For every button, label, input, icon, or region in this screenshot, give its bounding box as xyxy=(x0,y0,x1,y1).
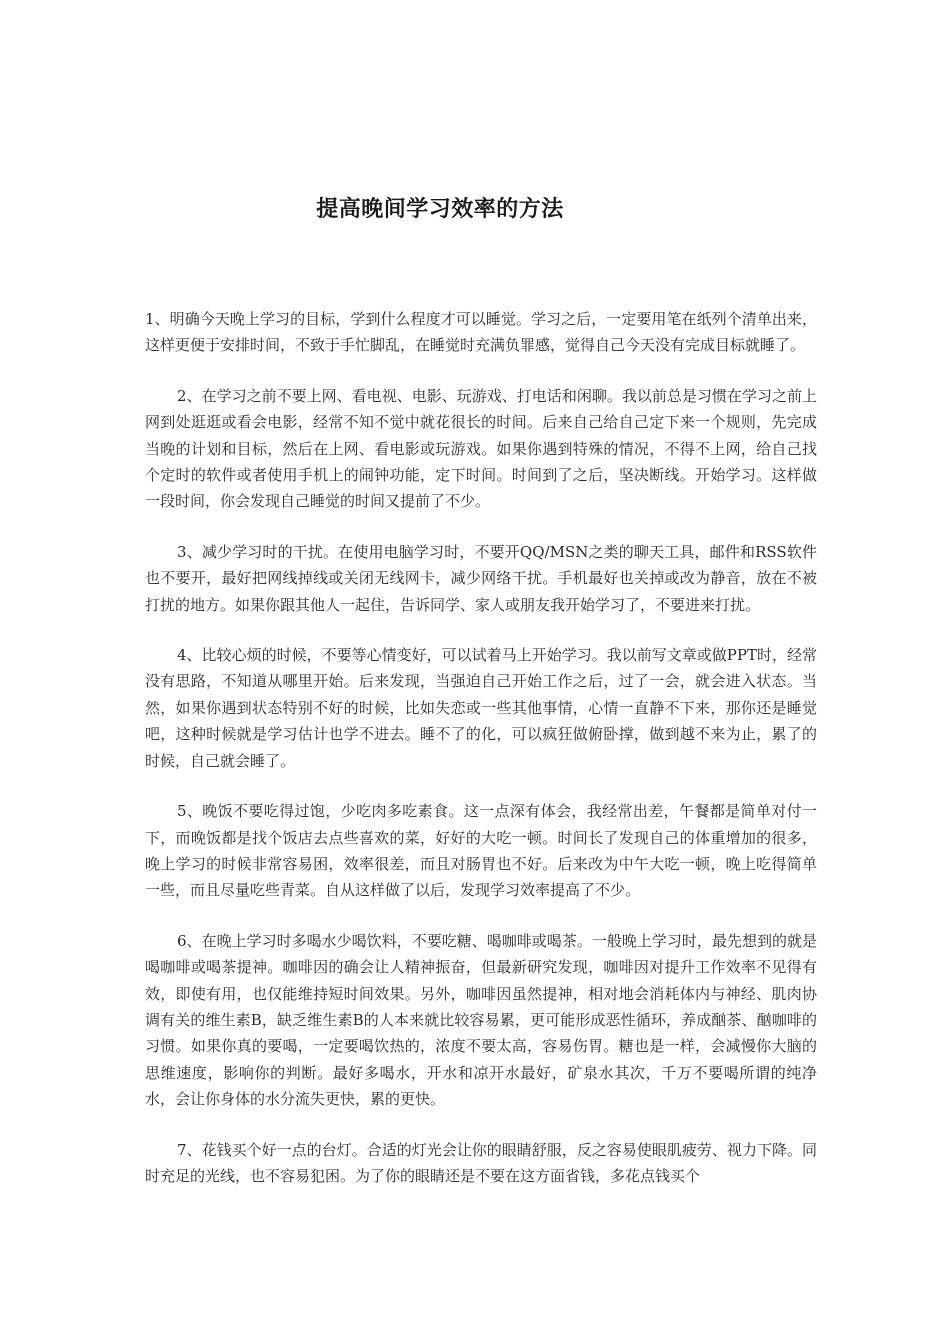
paragraph-6: 6、在晚上学习时多喝水少喝饮料，不要吃糖、喝咖啡或喝茶。一般晚上学习时，最先想到的就是喝咖啡或喝茶提神。咖啡因的确会让人精神振奋，但最新研究发现，咖啡因对提升工作效率不见得有效，即使有用，也仅能维持短时间效果。另外，咖啡因虽然提神，相对地会消耗体内与神经、肌肉协调有关的维生素B，缺乏维生素B的人本来就比较容易累，更可能形成恶性循环，养成酗茶、酗咖啡的习惯。如果你真的要喝，一定要喝饮热的，浓度不要太高，容易伤胃。糖也是一样，会减慢你大脑的思维速度，影响你的判断。最好多喝水，开水和凉开水最好，矿泉水其次，千万不要喝所谓的纯净水，会让你身体的水分流失更快，累的更快。 xyxy=(145,931,817,1109)
paragraph-3: 3、减少学习时的干扰。在使用电脑学习时，不要开QQ/MSN之类的聊天工具，邮件和RSS软件也不要开，最好把网线掉线或关闭无线网卡，减少网络干扰。手机最好也关掉或改为静音，放在不被打扰的地方。如果你跟其他人一起住，告诉同学、家人或朋友我开始学习了，不要进来打扰。 xyxy=(145,542,817,614)
document-body xyxy=(145,306,817,1213)
paragraph-4: 4、比较心烦的时候，不要等心情变好，可以试着马上开始学习。我以前写文章或做PPT时，经常没有思路，不知道从哪里开始。后来发现，当强迫自己开始工作之后，过了一会，就会进入状态。当然，如果你遇到状态特别不好的时候，比如失恋或一些其他事情，心情一直静不下来，那你还是睡觉吧，这种时候就是学习估计也学不进去。睡不了的化，可以疯狂做俯卧撑，做到越不来为止，累了的时候，自己就会睡了。 xyxy=(145,646,817,770)
document-title: 提高晚间学习效率的方法 xyxy=(316,197,564,222)
paragraph-1: 1、明确今天晚上学习的目标，学到什么程度才可以睡觉。学习之后，一定要用笔在纸列个清单出来，这样更便于安排时间，不致于手忙脚乱，在睡觉时充满负罪感，觉得自己今天没有完成目标就睡了。 xyxy=(145,310,817,355)
paragraph-2: 2、在学习之前不要上网、看电视、电影、玩游戏、打电话和闲聊。我以前总是习惯在学习之前上网到处逛逛或看会电影，经常不知不觉中就花很长的时间。后来自己给自己定下来一个规则，先完成当晚的计划和目标，然后在上网、看电影或玩游戏。如果你遇到特殊的情况，不得不上网，给自己找个定时的软件或者使用手机上的闹钟功能，定下时间。时间到了之后，坚决断线。开始学习。这样做一段时间，你会发现自己睡觉的时间又提前了不少。 xyxy=(145,386,817,511)
paragraph-5: 5、晚饭不要吃得过饱，少吃肉多吃素食。这一点深有体会，我经常出差，午餐都是简单对付一下，而晚饭都是找个饭店去点些喜欢的菜，好好的大吃一顿。时间长了发现自己的体重增加的很多，晚上学习的时候非常容易困，效率很差，而且对肠胃也不好。后来改为中午大吃一顿，晚上吃得简单一些，而且尽量吃些青菜。自从这样做了以后，发现学习效率提高了不少。 xyxy=(145,802,817,900)
paragraph-7: 7、花钱买个好一点的台灯。合适的灯光会让你的眼睛舒服，反之容易使眼肌疲劳、视力下降。同时充足的光线，也不容易犯困。为了你的眼睛还是不要在这方面省钱，多花点钱买个 xyxy=(145,1140,817,1185)
